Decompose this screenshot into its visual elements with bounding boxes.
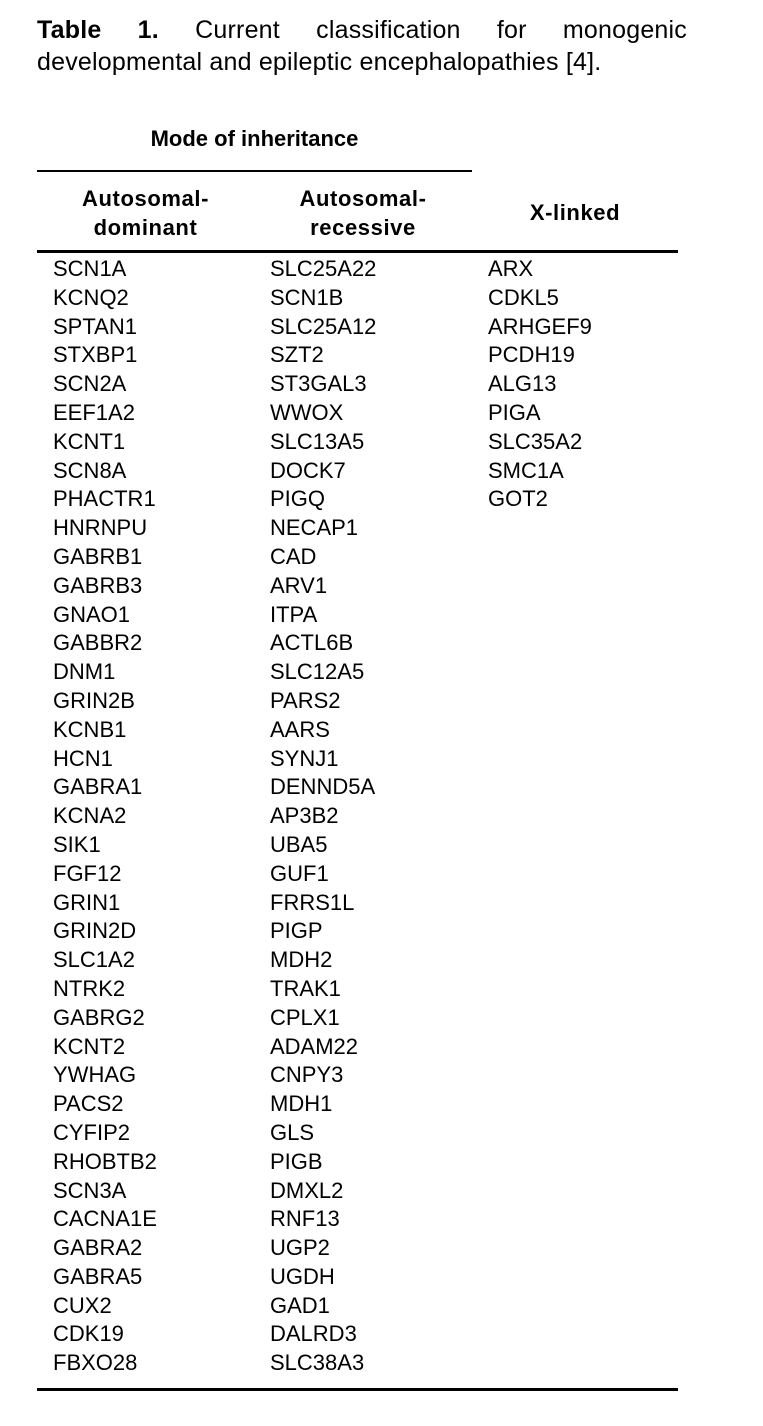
group-header: Mode of inheritance xyxy=(150,126,359,151)
gene-cell: GABRG2 xyxy=(53,1004,145,1030)
gene-cell: ALG13 xyxy=(488,371,557,397)
gene-cell: DENND5A xyxy=(270,774,376,800)
column-header-line: dominant xyxy=(93,215,198,240)
gene-cell: PARS2 xyxy=(270,687,341,713)
gene-cell: SCN1B xyxy=(270,284,344,310)
gene-cell: HCN1 xyxy=(53,745,113,771)
gene-cell: GABRB3 xyxy=(53,572,143,598)
gene-cell: SLC13A5 xyxy=(270,428,365,454)
gene-cell: GLS xyxy=(270,1119,315,1145)
gene-cell: DNM1 xyxy=(53,659,116,685)
gene-cell: PCDH19 xyxy=(488,342,575,368)
gene-cell: NECAP1 xyxy=(270,515,359,541)
gene-cell: GRIN1 xyxy=(53,889,121,915)
gene-cell: CPLX1 xyxy=(270,1004,340,1030)
gene-cell: SCN2A xyxy=(53,371,127,397)
gene-cell: DALRD3 xyxy=(270,1321,357,1347)
gene-cell: MDH2 xyxy=(270,947,333,973)
gene-cell: ARX xyxy=(488,256,534,281)
gene-cell: GRIN2D xyxy=(53,918,137,944)
gene-cell: NTRK2 xyxy=(53,975,126,1001)
gene-cell: FGF12 xyxy=(53,860,122,886)
autosomal-recessive-list xyxy=(270,255,376,1378)
x-linked-list xyxy=(488,255,592,514)
gene-cell: GABRB1 xyxy=(53,543,143,569)
gene-cell: UBA5 xyxy=(270,831,328,857)
table-bottom-rule xyxy=(37,1388,678,1391)
gene-cell: SIK1 xyxy=(53,831,101,857)
gene-cell: KCNQ2 xyxy=(53,284,129,310)
gene-cell: PIGA xyxy=(488,399,541,425)
column-header-line: Autosomal- xyxy=(82,186,209,211)
table-caption xyxy=(37,14,687,78)
gene-cell: ADAM22 xyxy=(270,1033,359,1059)
caption-text: Current classification for monogenic developmental and epileptic encephalopathies [4]. xyxy=(37,16,687,76)
header-rule xyxy=(37,250,678,253)
gene-cell: CDK19 xyxy=(53,1321,124,1347)
gene-cell: KCNT2 xyxy=(53,1033,126,1059)
gene-cell: ST3GAL3 xyxy=(270,371,367,397)
gene-cell: KCNT1 xyxy=(53,428,126,454)
gene-cell: SLC35A2 xyxy=(488,428,583,454)
gene-cell: RHOBTB2 xyxy=(53,1148,157,1174)
column-header-autosomal-dominant xyxy=(37,184,254,242)
gene-cell: WWOX xyxy=(270,399,344,425)
gene-cell: HNRNPU xyxy=(53,515,148,541)
gene-cell: ARHGEF9 xyxy=(488,313,592,339)
gene-cell: KCNB1 xyxy=(53,716,127,742)
gene-cell: SLC1A2 xyxy=(53,947,135,973)
gene-cell: PIGP xyxy=(270,918,323,944)
gene-cell: GOT2 xyxy=(488,486,548,512)
gene-cell: SYNJ1 xyxy=(270,745,339,771)
gene-cell: GAD1 xyxy=(270,1292,330,1318)
gene-cell: TRAK1 xyxy=(270,975,341,1001)
gene-cell: DMXL2 xyxy=(270,1177,344,1203)
gene-cell: CDKL5 xyxy=(488,284,559,310)
gene-cell: PACS2 xyxy=(53,1091,124,1117)
group-header-rule xyxy=(37,170,472,172)
gene-cell: GUF1 xyxy=(270,860,329,886)
gene-cell: AP3B2 xyxy=(270,803,339,829)
gene-cell: GABRA1 xyxy=(53,774,143,800)
gene-cell: GNAO1 xyxy=(53,601,131,627)
gene-cell: DOCK7 xyxy=(270,457,346,483)
gene-cell: CNPY3 xyxy=(270,1062,344,1088)
gene-cell: SPTAN1 xyxy=(53,313,137,339)
gene-cell: ARV1 xyxy=(270,572,328,598)
gene-cell: SMC1A xyxy=(488,457,564,483)
gene-cell: PIGB xyxy=(270,1148,323,1174)
column-header-line: X-linked xyxy=(529,200,621,225)
gene-cell: SLC25A22 xyxy=(270,256,377,281)
gene-cell: CACNA1E xyxy=(53,1206,157,1232)
gene-cell: MDH1 xyxy=(270,1091,333,1117)
gene-cell: SLC38A3 xyxy=(270,1350,365,1376)
gene-cell: FBXO28 xyxy=(53,1350,138,1376)
caption-label: Table 1. xyxy=(37,16,159,44)
autosomal-dominant-list xyxy=(53,255,157,1378)
column-header-line: recessive xyxy=(310,215,416,240)
gene-cell: YWHAG xyxy=(53,1062,137,1088)
column-header-x-linked xyxy=(472,198,678,227)
gene-cell: ITPA xyxy=(270,601,318,627)
gene-cell: SLC25A12 xyxy=(270,313,377,339)
gene-cell: GABBR2 xyxy=(53,630,143,656)
gene-cell: KCNA2 xyxy=(53,803,127,829)
gene-cell: STXBP1 xyxy=(53,342,138,368)
gene-cell: UGDH xyxy=(270,1263,335,1289)
gene-cell: GABRA2 xyxy=(53,1235,143,1261)
gene-cell: AARS xyxy=(270,716,330,742)
gene-cell: SCN8A xyxy=(53,457,127,483)
gene-cell: PHACTR1 xyxy=(53,486,156,512)
gene-cell: RNF13 xyxy=(270,1206,340,1232)
gene-cell: CAD xyxy=(270,543,317,569)
gene-cell: PIGQ xyxy=(270,486,326,512)
gene-cell: EEF1A2 xyxy=(53,399,135,425)
gene-cell: SCN3A xyxy=(53,1177,127,1203)
column-header-autosomal-recessive xyxy=(254,184,472,242)
gene-cell: GRIN2B xyxy=(53,687,135,713)
gene-cell: SLC12A5 xyxy=(270,659,365,685)
gene-cell: CYFIP2 xyxy=(53,1119,131,1145)
gene-cell: SZT2 xyxy=(270,342,324,368)
column-header-line: Autosomal- xyxy=(299,186,427,211)
gene-cell: SCN1A xyxy=(53,256,127,281)
gene-cell: CUX2 xyxy=(53,1292,112,1318)
gene-cell: UGP2 xyxy=(270,1235,330,1261)
gene-cell: ACTL6B xyxy=(270,630,354,656)
gene-cell: FRRS1L xyxy=(270,889,355,915)
gene-cell: GABRA5 xyxy=(53,1263,143,1289)
